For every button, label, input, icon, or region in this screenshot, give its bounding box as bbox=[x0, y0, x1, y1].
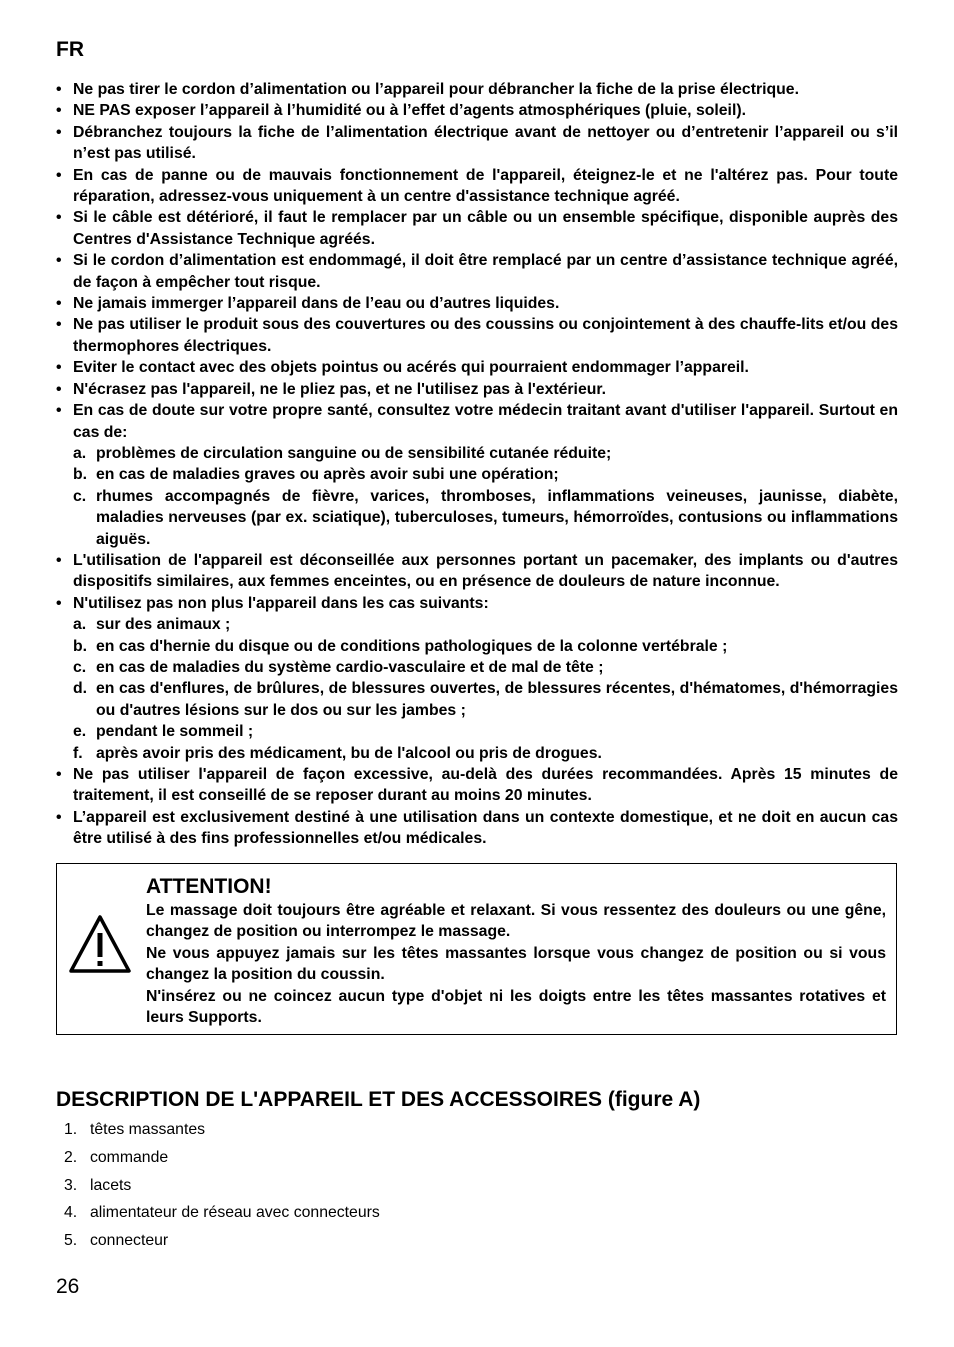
language-label: FR bbox=[56, 38, 84, 61]
rule-text: Ne jamais immerger l’appareil dans de l’eau ou d’autres liquides. bbox=[73, 295, 560, 313]
bullet-icon: • bbox=[56, 81, 62, 98]
bullet-icon: • bbox=[56, 766, 62, 783]
bullet-icon: • bbox=[56, 359, 62, 377]
list-item bbox=[64, 1201, 380, 1229]
bullet-icon: • bbox=[56, 808, 62, 826]
rule-text: NE PAS exposer l’appareil à l’humidité ou à l’effet d’agents atmosphériques (pluie, soleil). bbox=[73, 102, 746, 120]
rule-text: L’appareil est exclusivement destiné à une utilisation dans un contexte domestique, et ne doit en aucun cas être utilisé à des fins professionnelles et/ou médicales. bbox=[73, 808, 898, 848]
bullet-icon: • bbox=[56, 123, 62, 141]
subitem-text: en cas d'enflures, de brûlures, de blessures ouvertes, de blessures récentes, d'hématomes, d'hémorragies ou d'autres lésions sur le dos ou sur les jambes ; bbox=[96, 680, 898, 719]
rule-subitem bbox=[73, 678, 898, 721]
bullet-icon: • bbox=[56, 316, 62, 334]
rule-item bbox=[56, 79, 898, 100]
rule-item bbox=[56, 357, 898, 378]
bullet-icon: • bbox=[56, 295, 62, 313]
rule-text: Eviter le contact avec des objets pointus ou acérés qui pourraient endommager l’appareil. bbox=[73, 359, 749, 377]
warning-content bbox=[146, 874, 886, 1028]
item-label: connecteur bbox=[90, 1232, 169, 1250]
rule-item bbox=[56, 165, 898, 208]
subitem-letter: d. bbox=[73, 680, 88, 698]
bullet-icon: • bbox=[56, 551, 62, 569]
subitem-text: problèmes de circulation sanguine ou de sensibilité cutanée réduite; bbox=[96, 444, 612, 462]
subitem-letter: a. bbox=[73, 616, 87, 634]
item-number: 2. bbox=[64, 1148, 78, 1166]
rule-subitem bbox=[73, 657, 898, 678]
subitem-letter: e. bbox=[73, 723, 87, 741]
rule-text: Si le câble est détérioré, il faut le remplacer par un câble ou un ensemble spécifique, disponible auprès des Centres d'Assistance Technique agréés. bbox=[73, 209, 898, 248]
rule-text: Ne pas tirer le cordon d’alimentation ou l’appareil pour débrancher la fiche de la prise électrique. bbox=[73, 81, 799, 98]
item-label: alimentateur de réseau avec connecteurs bbox=[90, 1204, 380, 1222]
rule-item bbox=[56, 764, 898, 807]
warning-paragraph: Ne vous appuyez jamais sur les têtes massantes lorsque vous changez de position ou si vous changez la position du coussin. bbox=[146, 944, 886, 984]
rule-item bbox=[56, 122, 898, 165]
subitem-text: pendant le sommeil ; bbox=[96, 723, 254, 741]
rule-subitem bbox=[73, 721, 898, 742]
rule-text: Ne pas utiliser le produit sous des couvertures ou des coussins ou conjointement à des chauffe-lits et/ou des thermophores électriques. bbox=[73, 316, 898, 355]
subitem-letter: c. bbox=[73, 658, 87, 676]
subitem-letter: b. bbox=[73, 466, 88, 484]
item-label: têtes massantes bbox=[90, 1121, 206, 1138]
section-title: DESCRIPTION DE L'APPAREIL ET DES ACCESSOIRES (figure A) bbox=[56, 1088, 701, 1111]
bullet-icon: • bbox=[56, 166, 62, 184]
rule-item bbox=[56, 379, 898, 400]
rule-text: N'utilisez pas non plus l'appareil dans les cas suivants: bbox=[73, 594, 489, 612]
subitem-letter: c. bbox=[73, 487, 87, 505]
subitem-text: en cas de maladies graves ou après avoir subi une opération; bbox=[96, 466, 559, 484]
item-number: 5. bbox=[64, 1232, 78, 1250]
subitem-letter: a. bbox=[73, 444, 87, 462]
item-label: commande bbox=[90, 1148, 169, 1166]
rule-text: Ne pas utiliser l'appareil de façon excessive, au-delà des durées recommandées. Après 15 minutes de traitement, il est conseillé de se reposer durant au moins 20 minutes. bbox=[73, 766, 898, 805]
warning-triangle-icon bbox=[68, 914, 132, 974]
rule-subitem bbox=[73, 614, 898, 635]
list-item bbox=[64, 1118, 380, 1146]
rule-text: En cas de panne ou de mauvais fonctionnement de l'appareil, éteignez-le et ne l'altérez pas. Pour toute réparation, adressez-vous uniquement à un centre d'assistance technique agréé. bbox=[73, 166, 898, 206]
list-item bbox=[64, 1174, 380, 1202]
rule-text: N'écrasez pas l'appareil, ne le pliez pas, et ne l'utilisez pas à l'extérieur. bbox=[73, 380, 607, 398]
rule-subitem bbox=[73, 443, 898, 464]
item-label: lacets bbox=[90, 1176, 132, 1194]
rule-item bbox=[56, 314, 898, 357]
parts-list bbox=[64, 1118, 380, 1257]
bullet-icon: • bbox=[56, 102, 62, 120]
page-number: 26 bbox=[56, 1275, 80, 1298]
rule-text: L'utilisation de l'appareil est déconseillée aux personnes portant un pacemaker, des implants ou d'autres dispositifs similaires, aux femmes enceintes, ou en présence de douleurs de nature inconnue. bbox=[73, 551, 898, 591]
bullet-icon: • bbox=[56, 209, 62, 227]
rule-item bbox=[56, 100, 898, 121]
item-number: 1. bbox=[64, 1121, 78, 1138]
bullet-icon: • bbox=[56, 402, 62, 420]
rule-item bbox=[56, 400, 898, 443]
subitem-letter: f. bbox=[73, 744, 83, 762]
subitem-text: rhumes accompagnés de fièvre, varices, thromboses, inflammations veineuses, jaunisse, diabète, maladies nerveuses (par ex. sciatique), tuberculoses, tumeurs, hémorroïdes, contusions ou inflammations aiguës. bbox=[96, 487, 898, 548]
bullet-icon: • bbox=[56, 594, 62, 612]
bullet-icon: • bbox=[56, 380, 62, 398]
warning-box bbox=[56, 863, 897, 1035]
rule-item bbox=[56, 807, 898, 850]
rule-subitem bbox=[73, 464, 898, 485]
rule-item bbox=[56, 207, 898, 250]
list-item bbox=[64, 1146, 380, 1174]
rule-text: Débranchez toujours la fiche de l’alimentation électrique avant de nettoyer ou d’entretenir l’appareil ou s’il n’est pas utilisé. bbox=[73, 123, 898, 163]
rule-item bbox=[56, 293, 898, 314]
rule-text: En cas de doute sur votre propre santé, consultez votre médecin traitant avant d'utiliser l'appareil. Surtout en cas de: bbox=[73, 402, 898, 441]
rule-subitem bbox=[73, 636, 898, 657]
rule-text: Si le cordon d’alimentation est endommagé, il doit être remplacé par un centre d’assistance technique agréé, de façon à empêcher tout risque. bbox=[73, 252, 898, 291]
rule-subitem bbox=[73, 486, 898, 550]
subitem-letter: b. bbox=[73, 637, 88, 655]
rule-item bbox=[56, 250, 898, 293]
subitem-text: en cas d'hernie du disque ou de conditions pathologiques de la colonne vertébrale ; bbox=[96, 637, 728, 655]
rule-subitem bbox=[73, 743, 898, 764]
warning-title: ATTENTION! bbox=[146, 875, 272, 898]
rule-item bbox=[56, 593, 898, 614]
subitem-text: après avoir pris des médicament, bu de l'alcool ou pris de drogues. bbox=[96, 744, 602, 762]
rule-item bbox=[56, 550, 898, 593]
subitem-text: en cas de maladies du système cardio-vasculaire et de mal de tête ; bbox=[96, 658, 604, 676]
safety-rules-list bbox=[56, 79, 898, 850]
bullet-icon: • bbox=[56, 252, 62, 270]
warning-paragraph: Le massage doit toujours être agréable et relaxant. Si vous ressentez des douleurs ou une gêne, changez de position ou interrompez le massage. bbox=[146, 902, 886, 941]
item-number: 3. bbox=[64, 1176, 78, 1194]
warning-paragraph: N'insérez ou ne coincez aucun type d'objet ni les doigts entre les têtes massantes rotatives et leurs Supports. bbox=[146, 987, 886, 1027]
item-number: 4. bbox=[64, 1204, 78, 1222]
list-item bbox=[64, 1229, 380, 1257]
subitem-text: sur des animaux ; bbox=[96, 616, 231, 634]
